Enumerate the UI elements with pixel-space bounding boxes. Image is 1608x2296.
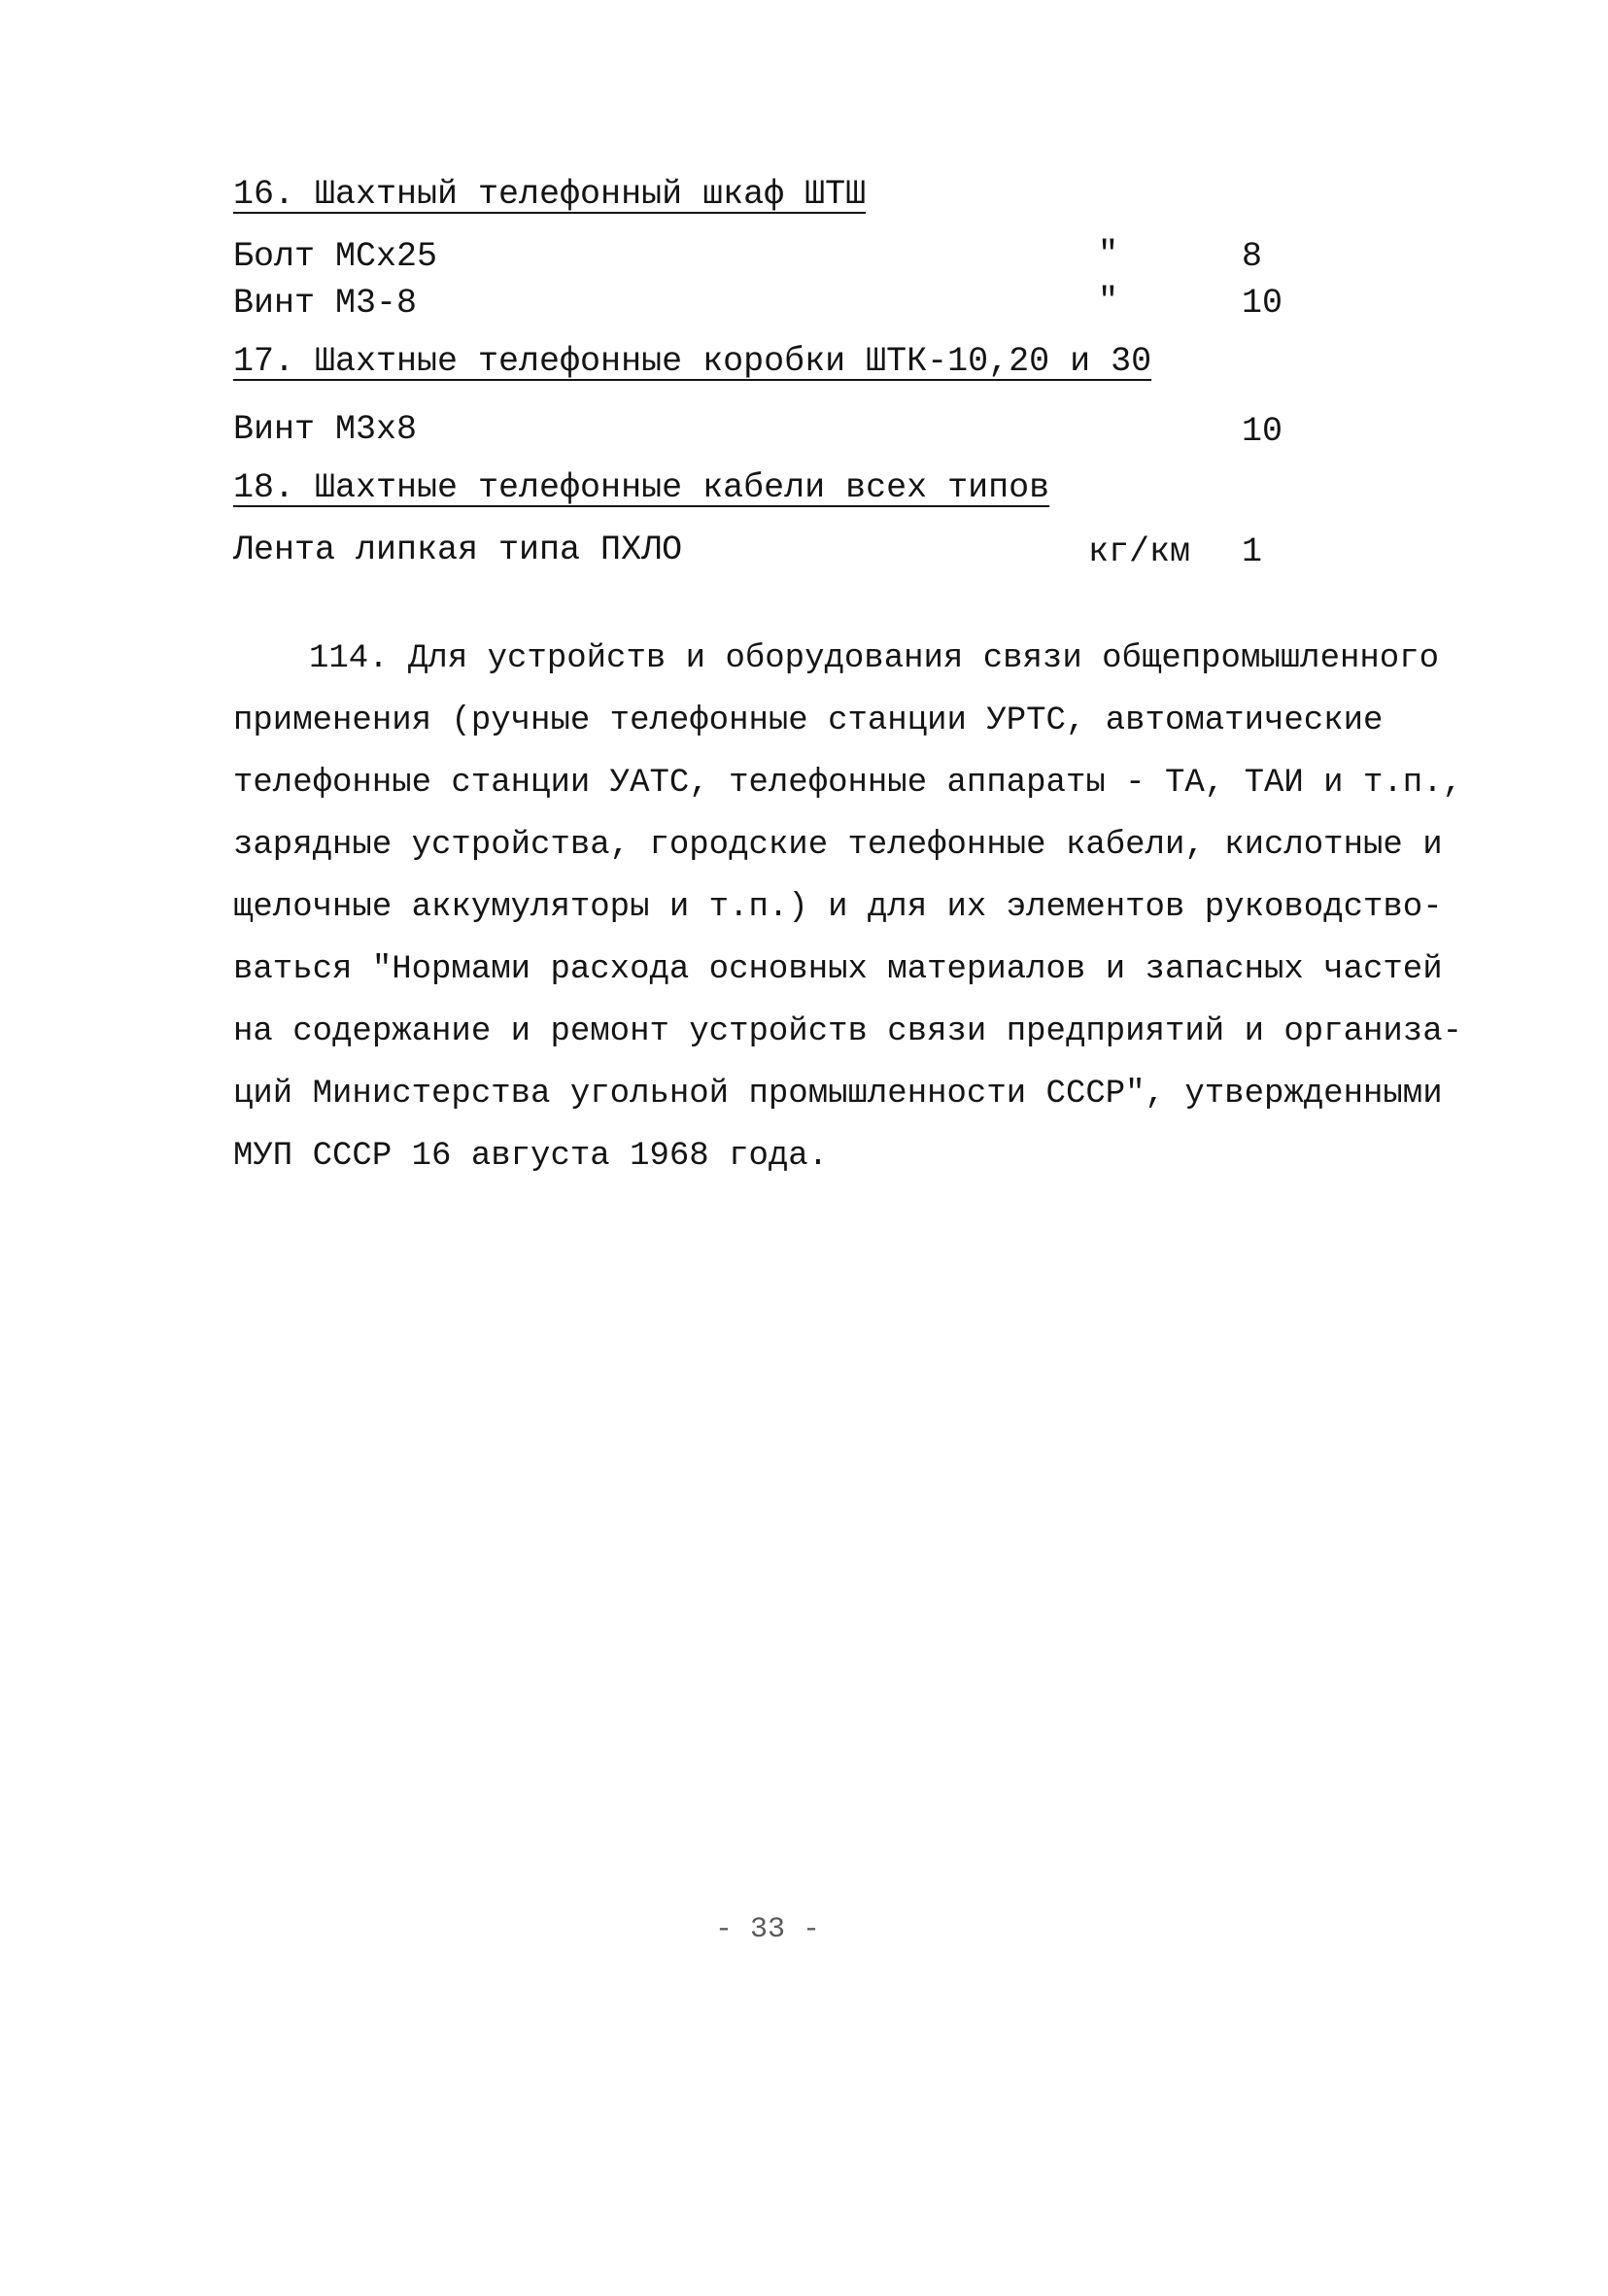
item-qty: 1 xyxy=(1242,532,1263,571)
item-unit-ditto: " xyxy=(1098,235,1119,274)
item-name: Болт МСх25 xyxy=(233,237,438,276)
paragraph-line: щелочные аккумуляторы и т.п.) и для их элементов руководство- xyxy=(233,889,1443,926)
paragraph-line: 114. Для устройств и оборудования связи общепромышленного xyxy=(309,640,1439,677)
paragraph-line: на содержание и ремонт устройств связи предприятий и организа- xyxy=(233,1013,1463,1050)
paragraph-line: зарядные устройства, городские телефонные кабели, кислотные и xyxy=(233,827,1443,864)
paragraph-line: ций Министерства угольной промышленности СССР", утвержденными xyxy=(233,1076,1443,1113)
item-name: Винт М3х8 xyxy=(233,410,418,449)
item-unit: кг/км xyxy=(1088,532,1191,571)
item-qty: 10 xyxy=(1242,412,1283,451)
page-number: - 33 - xyxy=(715,1913,821,1946)
paragraph-line: ваться "Нормами расхода основных материалов и запасных частей xyxy=(233,951,1443,988)
item-qty: 10 xyxy=(1242,284,1283,323)
item-name: Лента липкая типа ПХЛО xyxy=(233,531,683,569)
section-heading-18: 18. Шахтные телефонные кабели всех типов xyxy=(233,468,1050,507)
item-name: Винт М3-8 xyxy=(233,284,418,323)
section-heading-17: 17. Шахтные телефонные коробки ШТК-10,20 и 30 xyxy=(233,342,1152,381)
section-heading-16: 16. Шахтный телефонный шкаф ШТШ xyxy=(233,175,867,214)
paragraph-line: применения (ручные телефонные станции УРТС, автоматические xyxy=(233,703,1384,739)
item-unit-ditto: " xyxy=(1098,282,1119,321)
item-qty: 8 xyxy=(1242,237,1263,276)
paragraph-line: телефонные станции УАТС, телефонные аппараты - ТА, ТАИ и т.п., xyxy=(233,765,1463,802)
paragraph-line: МУП СССР 16 августа 1968 года. xyxy=(233,1138,829,1175)
